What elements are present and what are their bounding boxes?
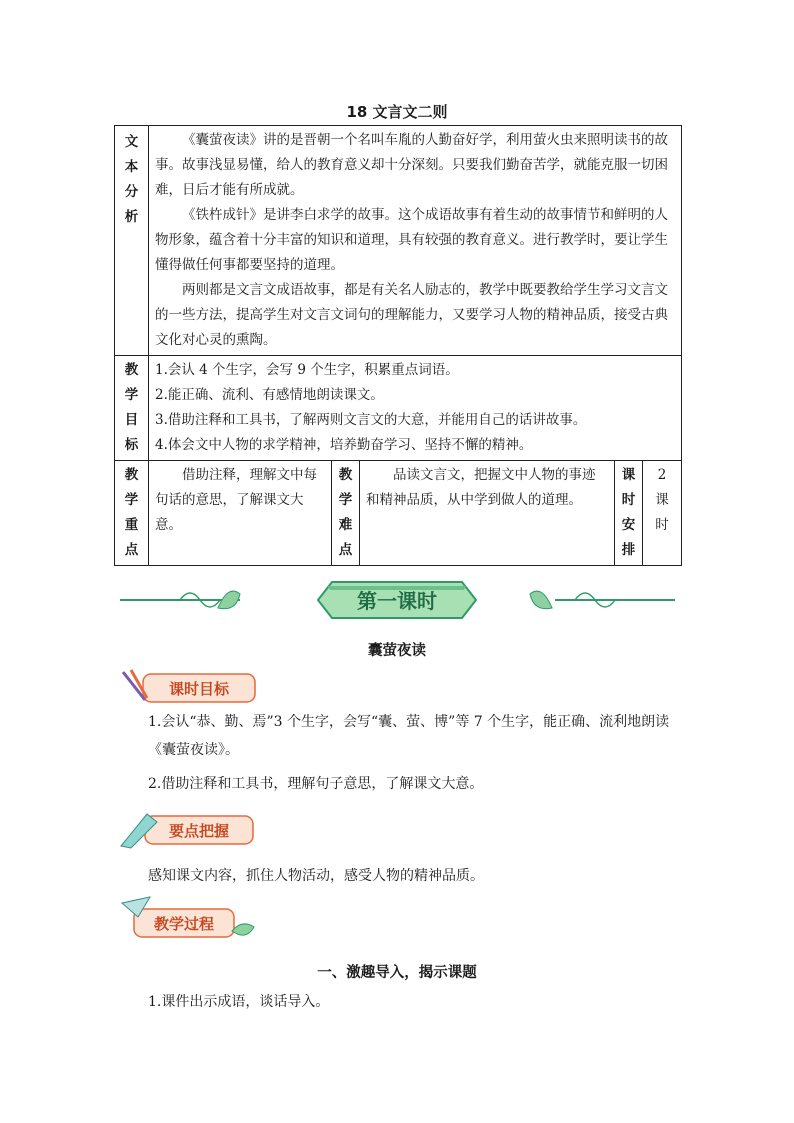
process-badge <box>120 895 260 951</box>
difficulties-header <box>332 461 360 566</box>
schedule-header-text: 课时安排 <box>621 467 636 558</box>
difficulties-header-text: 教学难点 <box>338 467 353 558</box>
difficulties-content <box>360 461 615 566</box>
process-leaf-icon <box>232 924 254 935</box>
objective-item: 2.借助注释和工具书，理解句子意思，了解课文大意。 <box>148 776 484 792</box>
goals-content <box>149 356 682 461</box>
objective-item: 1.会认“恭、勤、焉”3 个生字，会写“囊、萤、博”等 7 个生字，能正确、流利地朗读《囊萤夜读》。 <box>148 714 670 758</box>
key-points-header-text: 教学重点 <box>124 467 139 558</box>
key-points-content <box>149 461 332 566</box>
lesson-title: 18 文言文二则 <box>346 103 448 121</box>
analysis-paragraph: 《囊萤夜读》讲的是晋朝一个名叫车胤的人勤奋好学，利用萤火虫来照明读书的故事。故事浅显易懂，给人的教育意义却十分深刻。只要我们勤奋苦学，就能克服一切困难，日后才能有所成就。 <box>155 132 668 198</box>
process-badge-label: 教学过程 <box>153 915 215 933</box>
key-row <box>115 461 682 566</box>
lesson-plan-table <box>114 125 682 566</box>
schedule-content <box>643 461 682 566</box>
goals-row <box>115 356 682 461</box>
analysis-row <box>115 126 682 356</box>
analysis-header <box>115 126 149 356</box>
banner-label: 第一课时 <box>357 589 437 613</box>
step-1-title: 一、激趣导入，揭示课题 <box>317 965 477 981</box>
goal-item: 3.借助注释和工具书，了解两则文言文的大意，并能用自己的话讲故事。 <box>155 412 587 428</box>
objectives-badge <box>117 668 257 708</box>
analysis-paragraph: 两则都是文言文成语故事，都是有关名人励志的，教学中既要教给学生学习文言文的一些方法，提高学生对文言文词句的理解能力，又要学习人物的精神品质，接受古典文化对心灵的熏陶。 <box>155 282 668 348</box>
goals-header <box>115 356 149 461</box>
lesson-banner <box>120 578 675 622</box>
step-1-item: 1.课件出示成语，谈话导入。 <box>148 994 330 1010</box>
keypoints-badge-label: 要点把握 <box>168 822 230 840</box>
keypoints-text: 感知课文内容，抓住人物活动，感受人物的精神品质。 <box>148 868 484 884</box>
analysis-content <box>149 126 682 356</box>
difficulties-text: 品读文言文，把握文中人物的事迹和精神品质，从中学到做人的道理。 <box>366 467 596 508</box>
objectives-list <box>148 708 688 798</box>
schedule-value: 2课时 <box>655 467 669 533</box>
goal-item: 1.会认 4 个生字，会写 9 个生字，积累重点词语。 <box>155 362 459 378</box>
key-points-text: 借助注释，理解文中每句话的意思，了解课文大意。 <box>155 467 317 533</box>
goal-item: 4.体会文中人物的求学精神，培养勤奋学习、坚持不懈的精神。 <box>155 437 533 453</box>
section-title: 囊萤夜读 <box>368 643 426 659</box>
key-points-header <box>115 461 149 566</box>
analysis-header-text: 文本分析 <box>124 134 139 225</box>
keypoints-badge <box>117 808 257 850</box>
analysis-paragraph: 《铁杵成针》是讲李白求学的故事。这个成语故事有着生动的故事情节和鲜明的人物形象，蕴含着十分丰富的知识和道理，具有较强的教育意义。进行教学时，要让学生懂得做任何事都要坚持的道理。 <box>155 207 668 273</box>
goals-header-text: 教学目标 <box>124 362 139 453</box>
goal-item: 2.能正确、流利、有感情地朗读课文。 <box>155 387 384 403</box>
objectives-badge-label: 课时目标 <box>168 680 230 698</box>
schedule-header <box>615 461 643 566</box>
leaf-right-icon <box>530 591 552 609</box>
